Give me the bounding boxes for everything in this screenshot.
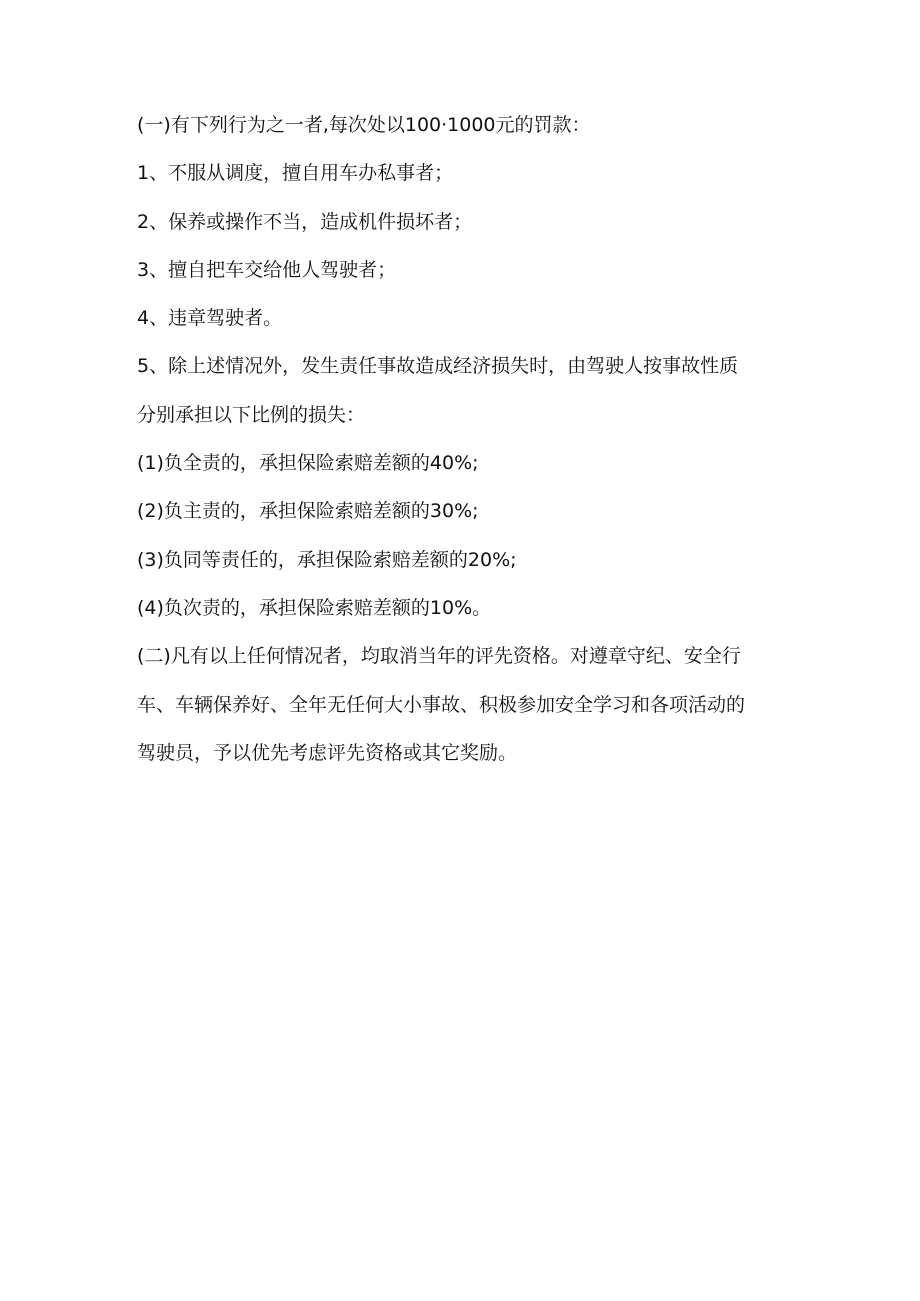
clause-two-paragraph: 车、车辆保养好、全年无任何大小事故、积极参加安全学习和各项活动的 (137, 693, 746, 716)
liability-item: (2)负主责的，承担保险索赔差额的30%; (137, 500, 479, 523)
clause-one-heading: (一)有下列行为之一者,每次处以100·1000元的罚款： (137, 114, 591, 136)
list-item-continuation: 分别承担以下比例的损失： (137, 403, 366, 426)
list-item: 5、除上述情况外，发生责任事故造成经济损失时，由驾驶人按事故性质 (137, 355, 739, 378)
liability-item: (3)负同等责任的，承担保险索赔差额的20%; (137, 548, 517, 571)
clause-two-paragraph: 驾驶员，予以优先考虑评先资格或其它奖励。 (137, 741, 518, 764)
liability-item: (1)负全责的，承担保险索赔差额的40%; (137, 452, 479, 475)
list-item: 2、保养或操作不当，造成机件损坏者； (137, 210, 473, 233)
clause-two-paragraph: (二)凡有以上任何情况者，均取消当年的评先资格。对遵章守纪、安全行 (137, 645, 741, 668)
list-item: 3、擅自把车交给他人驾驶者； (137, 258, 397, 281)
list-item: 4、违章驾驶者。 (137, 307, 283, 330)
document-body (137, 101, 797, 777)
liability-item: (4)负次责的，承担保险索赔差额的10%。 (137, 596, 492, 619)
list-item: 1、不服从调度，擅自用车办私事者； (137, 162, 454, 185)
